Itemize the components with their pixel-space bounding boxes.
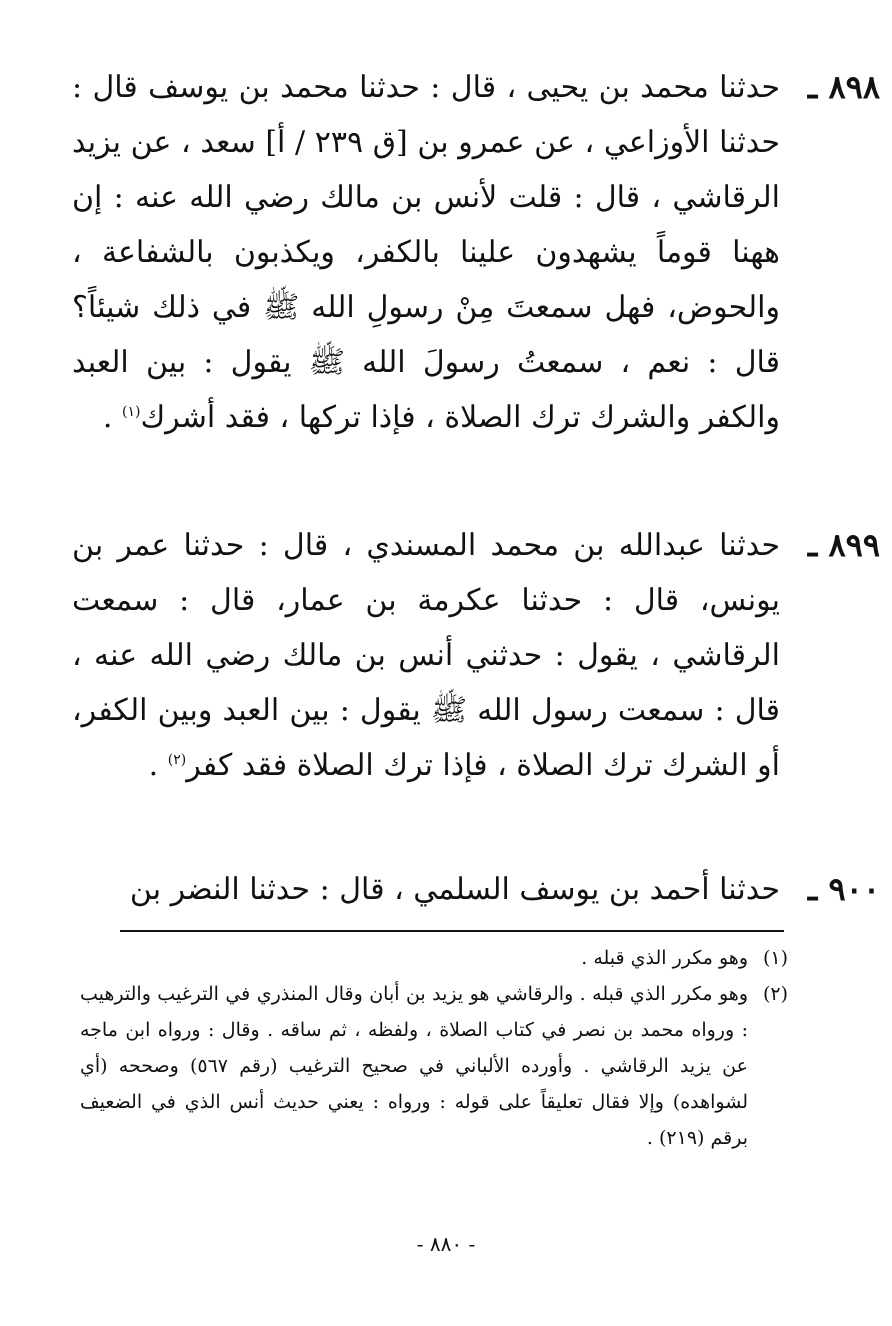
footnote-reference: (١) (121, 404, 141, 420)
footnote-divider (120, 930, 784, 932)
footnote-reference: (٢) (167, 752, 187, 768)
hadith-number: ٩٠٠ ـ (807, 870, 880, 908)
hadith-898 (72, 60, 880, 445)
footnote-1 (80, 940, 788, 976)
hadith-text: حدثنا محمد بن يحيى ، قال : حدثنا محمد بن يوسف قال : حدثنا الأوزاعي ، عن عمرو بن [ق ٢٣٩ / أ] سعد ، عن يزيد الرقاشي ، قال : قلت لأنس بن مالك رضي الله عنه : إن ههنا قوماً يشهدون علينا بالكفر، ويكذبون بالشفاعة ، والحوض، فهل سمعتَ مِنْ رسولِ الله ﷺ في ذلك شيئاً؟ قال : نعم ، سمعتُ رسولَ الله ﷺ يقول : بين العبد والكفر والشرك ترك الصلاة ، فإذا تركها ، فقد أشرك (72, 70, 780, 435)
hadith-text: حدثنا عبدالله بن محمد المسندي ، قال : حدثنا عمر بن يونس، قال : حدثنا عكرمة بن عمار، قال : سمعت الرقاشي ، يقول : حدثني أنس بن مالك رضي الله عنه ، قال : سمعت رسول الله ﷺ يقول : بين العبد وبين الكفر، أو الشرك ترك الصلاة ، فإذا ترك الصلاة فقد كفر (72, 528, 780, 783)
hadith-end: . (102, 400, 122, 435)
footnote-number: (١) (762, 947, 788, 969)
footnotes (80, 940, 788, 1156)
footnote-number: (٢) (762, 983, 788, 1005)
hadith-end: . (148, 748, 168, 783)
footnote-text: وهو مكرر الذي قبله . والرقاشي هو يزيد بن أبان وقال المنذري في الترغيب والترهيب : ورواه محمد بن نصر في كتاب الصلاة ، ولفظه ، ثم ساقه . وقال : ورواه ابن ماجه عن يزيد الرقاشي . وأورده الألباني في صحيح الترغيب (رقم ٥٦٧) وصححه (أي لشواهده) وإلا فقال تعليقاً على قوله : ورواه : يعني حديث أنس الذي في الضعيف برقم (٢١٩) . (80, 983, 748, 1149)
footnote-text: وهو مكرر الذي قبله . (581, 947, 748, 969)
hadith-899 (72, 518, 880, 793)
footnote-2 (80, 976, 788, 1156)
hadith-text: حدثنا أحمد بن يوسف السلمي ، قال : حدثنا النضر بن (129, 872, 780, 907)
hadith-number: ٨٩٩ ـ (807, 526, 880, 564)
hadith-number: ٨٩٨ ـ (807, 68, 880, 106)
page-number: - ٨٨٠ - (416, 1232, 476, 1256)
hadith-900 (72, 862, 880, 917)
